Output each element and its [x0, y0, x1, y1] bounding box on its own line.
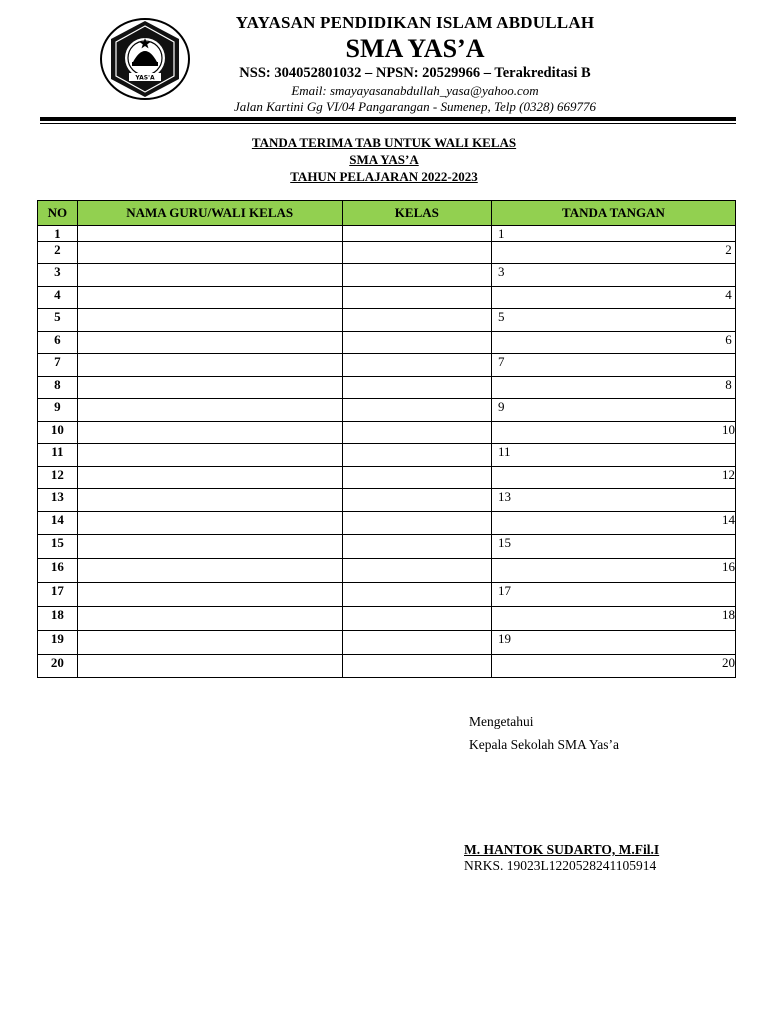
- tanda-tangan-cell: 1: [491, 226, 735, 242]
- table-row: [38, 399, 736, 422]
- column-header-ttd: TANDA TANGAN: [491, 201, 735, 226]
- tanda-tangan-cell: 20: [491, 655, 735, 678]
- acknowledge-label: Mengetahui: [469, 714, 534, 729]
- signer-name: M. HANTOK SUDARTO, M.Fil.I: [464, 842, 660, 857]
- row-number: 8: [38, 377, 78, 399]
- kelas-cell: [342, 264, 491, 287]
- kelas-cell: [342, 489, 491, 512]
- title-line-3: TAHUN PELAJARAN 2022-2023: [290, 169, 478, 184]
- nama-cell: [77, 287, 342, 309]
- tanda-tangan-cell: 16: [491, 559, 735, 583]
- column-header-no: NO: [38, 201, 78, 226]
- title-line-2: SMA YAS’A: [349, 152, 419, 167]
- nama-cell: [77, 377, 342, 399]
- signer-identity: [464, 842, 659, 874]
- table-row: [38, 332, 736, 354]
- tanda-tangan-cell: 8: [491, 377, 735, 399]
- foundation-name: YAYASAN PENDIDIKAN ISLAM ABDULLAH: [235, 13, 595, 32]
- school-email: Email: smayayasanabdullah_yasa@yahoo.com: [291, 83, 539, 98]
- nama-cell: [77, 559, 342, 583]
- row-number: 12: [38, 467, 78, 489]
- tanda-tangan-cell: 9: [491, 399, 735, 422]
- signer-nrks: NRKS. 19023L1220528241105914: [464, 858, 657, 873]
- row-number: 7: [38, 354, 78, 377]
- row-number: 16: [38, 559, 78, 583]
- tanda-tangan-cell: 10: [491, 422, 735, 444]
- table-row: [38, 264, 736, 287]
- nama-cell: [77, 583, 342, 607]
- kelas-cell: [342, 583, 491, 607]
- row-number: 2: [38, 242, 78, 264]
- kelas-cell: [342, 535, 491, 559]
- nama-cell: [77, 512, 342, 535]
- row-number: 5: [38, 309, 78, 332]
- signature-block: [469, 710, 619, 756]
- row-number: 14: [38, 512, 78, 535]
- tanda-tangan-cell: 14: [491, 512, 735, 535]
- nama-cell: [77, 655, 342, 678]
- nama-cell: [77, 399, 342, 422]
- nama-cell: [77, 332, 342, 354]
- kelas-cell: [342, 422, 491, 444]
- nama-cell: [77, 354, 342, 377]
- table-row: [38, 583, 736, 607]
- svg-text:YAS'A: YAS'A: [135, 74, 155, 82]
- tanda-tangan-cell: 7: [491, 354, 735, 377]
- kelas-cell: [342, 226, 491, 242]
- nama-cell: [77, 264, 342, 287]
- row-number: 18: [38, 607, 78, 631]
- row-number: 19: [38, 631, 78, 655]
- table-row: [38, 655, 736, 678]
- letterhead: [200, 12, 630, 115]
- table-header-row: [38, 201, 736, 226]
- table-row: [38, 309, 736, 332]
- row-number: 11: [38, 444, 78, 467]
- table-row: [38, 467, 736, 489]
- kelas-cell: [342, 607, 491, 631]
- column-header-kelas: KELAS: [342, 201, 491, 226]
- table-row: [38, 559, 736, 583]
- nama-cell: [77, 467, 342, 489]
- kelas-cell: [342, 332, 491, 354]
- nama-cell: [77, 242, 342, 264]
- nama-cell: [77, 226, 342, 242]
- kelas-cell: [342, 354, 491, 377]
- nama-cell: [77, 309, 342, 332]
- table-row: [38, 226, 736, 242]
- table-row: [38, 489, 736, 512]
- kelas-cell: [342, 655, 491, 678]
- tanda-tangan-cell: 11: [491, 444, 735, 467]
- table-row: [38, 422, 736, 444]
- table-row: [38, 535, 736, 559]
- table-row: [38, 377, 736, 399]
- table-row: [38, 631, 736, 655]
- row-number: 13: [38, 489, 78, 512]
- tanda-tangan-cell: 4: [491, 287, 735, 309]
- table-row: [38, 512, 736, 535]
- table-row: [38, 287, 736, 309]
- tanda-tangan-cell: 19: [491, 631, 735, 655]
- kelas-cell: [342, 467, 491, 489]
- nama-cell: [77, 444, 342, 467]
- table-row: [38, 354, 736, 377]
- row-number: 3: [38, 264, 78, 287]
- kelas-cell: [342, 559, 491, 583]
- school-name: SMA YAS’A: [345, 34, 485, 63]
- tanda-tangan-cell: 15: [491, 535, 735, 559]
- nama-cell: [77, 535, 342, 559]
- school-ids: NSS: 304052801032 – NPSN: 20529966 – Terakreditasi B: [239, 65, 591, 81]
- row-number: 4: [38, 287, 78, 309]
- letterhead-divider: [40, 117, 736, 121]
- nama-cell: [77, 631, 342, 655]
- tanda-tangan-cell: 6: [491, 332, 735, 354]
- kelas-cell: [342, 512, 491, 535]
- tanda-tangan-cell: 13: [491, 489, 735, 512]
- school-address: Jalan Kartini Gg VI/04 Pangarangan - Sumenep, Telp (0328) 669776: [233, 99, 597, 114]
- tanda-tangan-cell: 18: [491, 607, 735, 631]
- kelas-cell: [342, 377, 491, 399]
- row-number: 1: [38, 226, 78, 242]
- document-title: [140, 134, 628, 185]
- table-row: [38, 607, 736, 631]
- kelas-cell: [342, 444, 491, 467]
- signer-role: Kepala Sekolah SMA Yas’a: [469, 737, 619, 752]
- tanda-tangan-cell: 2: [491, 242, 735, 264]
- school-emblem-icon: [99, 16, 191, 100]
- title-line-1: TANDA TERIMA TAB UNTUK WALI KELAS: [251, 135, 517, 150]
- nama-cell: [77, 422, 342, 444]
- receipt-table: [37, 200, 736, 678]
- kelas-cell: [342, 287, 491, 309]
- kelas-cell: [342, 309, 491, 332]
- column-header-nama: NAMA GURU/WALI KELAS: [77, 201, 342, 226]
- nama-cell: [77, 607, 342, 631]
- tanda-tangan-cell: 5: [491, 309, 735, 332]
- row-number: 10: [38, 422, 78, 444]
- tanda-tangan-cell: 17: [491, 583, 735, 607]
- table-row: [38, 242, 736, 264]
- nama-cell: [77, 489, 342, 512]
- row-number: 9: [38, 399, 78, 422]
- row-number: 20: [38, 655, 78, 678]
- tanda-tangan-cell: 12: [491, 467, 735, 489]
- row-number: 15: [38, 535, 78, 559]
- row-number: 17: [38, 583, 78, 607]
- table-row: [38, 444, 736, 467]
- kelas-cell: [342, 242, 491, 264]
- row-number: 6: [38, 332, 78, 354]
- tanda-tangan-cell: 3: [491, 264, 735, 287]
- kelas-cell: [342, 399, 491, 422]
- letterhead-divider-thin: [40, 123, 736, 124]
- kelas-cell: [342, 631, 491, 655]
